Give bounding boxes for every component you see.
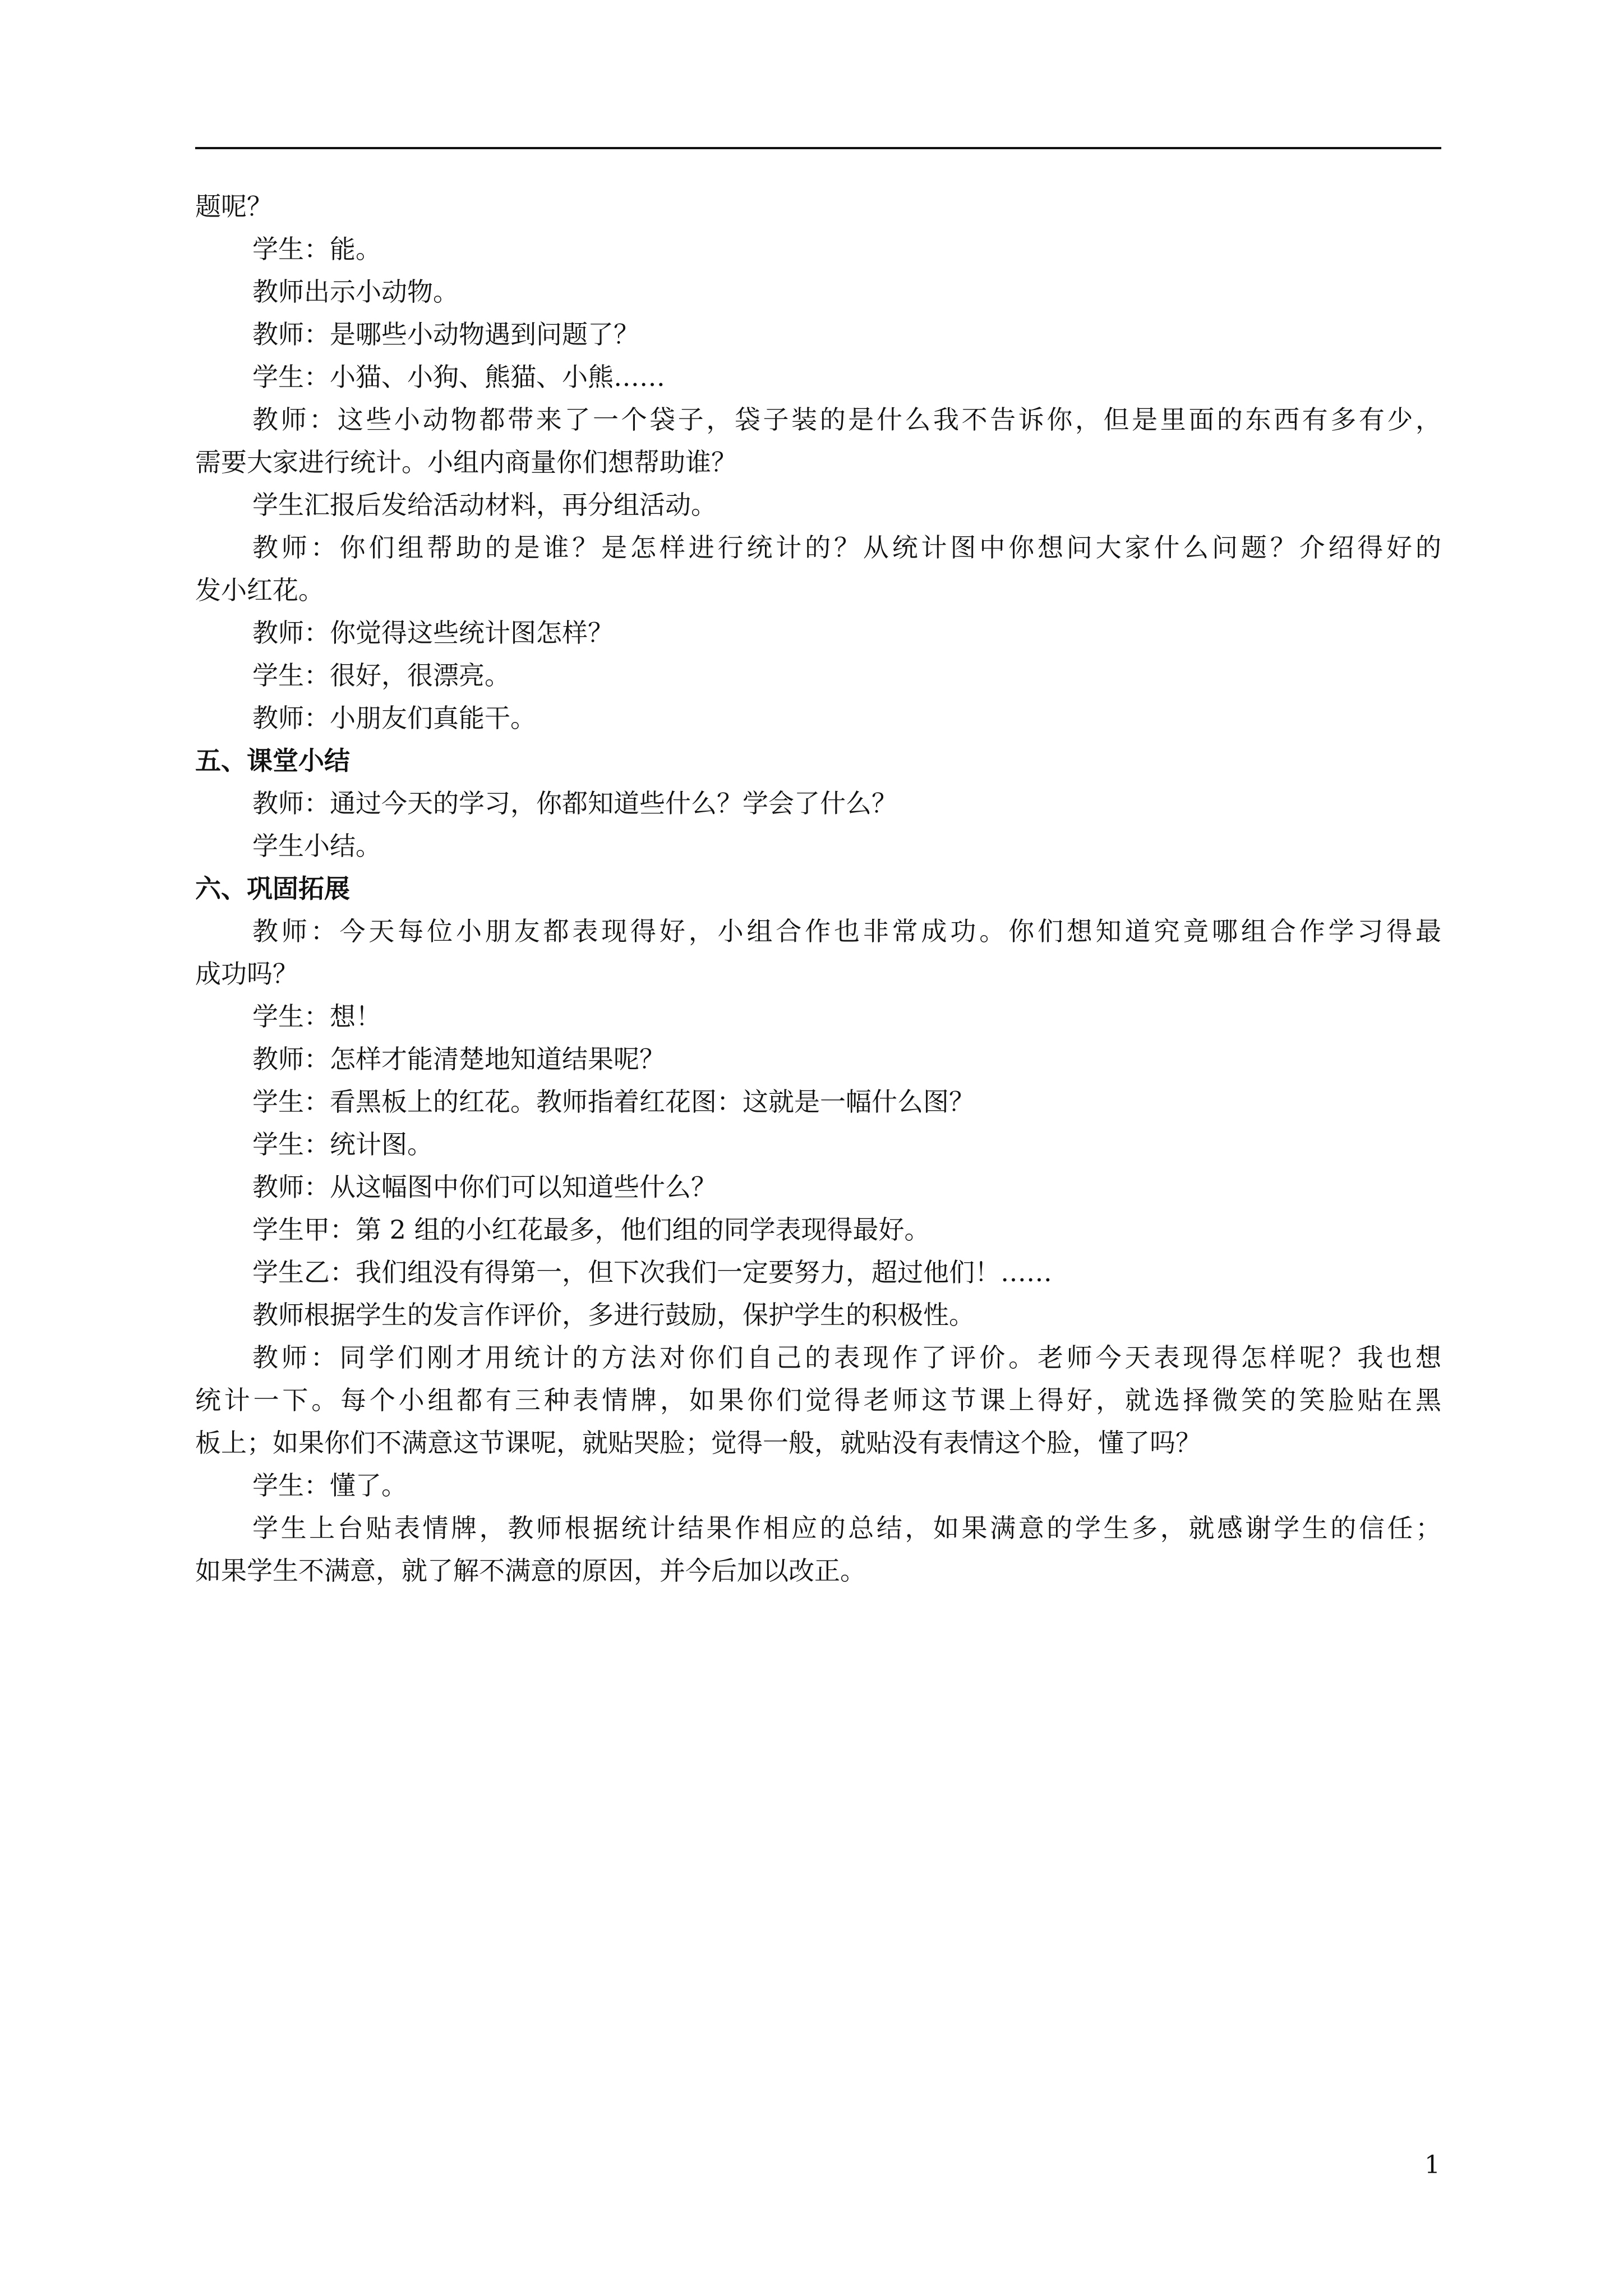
paragraph-line: 教师出示小动物。 [252, 277, 459, 307]
paragraph-line: 学生：小猫、小狗、熊猫、小熊…… [252, 362, 665, 392]
paragraph-line: 学生汇报后发给活动材料，再分组活动。 [252, 490, 717, 520]
paragraph-line: 教师：是哪些小动物遇到问题了？ [252, 319, 639, 349]
paragraph-line: 教师：小朋友们真能干。 [252, 703, 536, 733]
paragraph-line: 教师：这些小动物都带来了一个袋子，袋子装的是什么我不告诉你，但是里面的东西有多有少， [252, 404, 1441, 435]
paragraph-line: 需要大家进行统计。小组内商量你们想帮助谁？ [195, 447, 737, 477]
section-heading: 六、巩固拓展 [195, 873, 350, 904]
paragraph-line: 教师：你们组帮助的是谁？是怎样进行统计的？从统计图中你想问大家什么问题？介绍得好的 [252, 532, 1441, 563]
paragraph-line: 学生：统计图。 [252, 1129, 433, 1159]
paragraph-line: 教师：今天每位小朋友都表现得好，小组合作也非常成功。你们想知道究竟哪组合作学习得最 [252, 916, 1441, 946]
paragraph-line: 教师根据学生的发言作评价，多进行鼓励，保护学生的积极性。 [252, 1300, 975, 1330]
document-body [195, 185, 1441, 1592]
paragraph-line: 学生乙：我们组没有得第一，但下次我们一定要努力，超过他们！…… [252, 1257, 1052, 1287]
paragraph-line: 学生：懂了。 [252, 1470, 407, 1501]
paragraph-line: 学生上台贴表情牌，教师根据统计结果作相应的总结，如果满意的学生多，就感谢学生的信任； [252, 1513, 1441, 1543]
paragraph-line: 学生：看黑板上的红花。教师指着红花图：这就是一幅什么图？ [252, 1087, 975, 1117]
paragraph-line: 教师：通过今天的学习，你都知道些什么？学会了什么？ [252, 788, 897, 818]
paragraph-line: 题呢？ [195, 191, 273, 222]
page-number: 1 [1424, 2151, 1440, 2179]
paragraph-line: 发小红花。 [195, 575, 324, 605]
paragraph-line: 统计一下。每个小组都有三种表情牌，如果你们觉得老师这节课上得好，就选择微笑的笑脸贴在黑 [195, 1385, 1441, 1415]
paragraph-line: 学生：能。 [252, 234, 381, 264]
paragraph-line: 成功吗？ [195, 959, 298, 989]
paragraph-line: 教师：怎样才能清楚地知道结果呢？ [252, 1044, 665, 1074]
paragraph-line: 教师：你觉得这些统计图怎样？ [252, 618, 614, 648]
paragraph-line: 学生：很好，很漂亮。 [252, 660, 510, 691]
paragraph-line: 如果学生不满意，就了解不满意的原因，并今后加以改正。 [195, 1556, 866, 1586]
header-rule [195, 147, 1441, 149]
paragraph-line: 学生：想！ [252, 1001, 381, 1032]
paragraph-line: 学生小结。 [252, 831, 381, 861]
paragraph-line: 教师：同学们刚才用统计的方法对你们自己的表现作了评价。老师今天表现得怎样呢？我也想 [252, 1342, 1441, 1373]
paragraph-line: 板上；如果你们不满意这节课呢，就贴哭脸；觉得一般，就贴没有表情这个脸，懂了吗？ [195, 1428, 1201, 1458]
paragraph-line: 教师：从这幅图中你们可以知道些什么？ [252, 1172, 717, 1202]
paragraph-line: 学生甲：第 2 组的小红花最多，他们组的同学表现得最好。 [252, 1214, 930, 1245]
section-heading: 五、课堂小结 [195, 746, 350, 776]
